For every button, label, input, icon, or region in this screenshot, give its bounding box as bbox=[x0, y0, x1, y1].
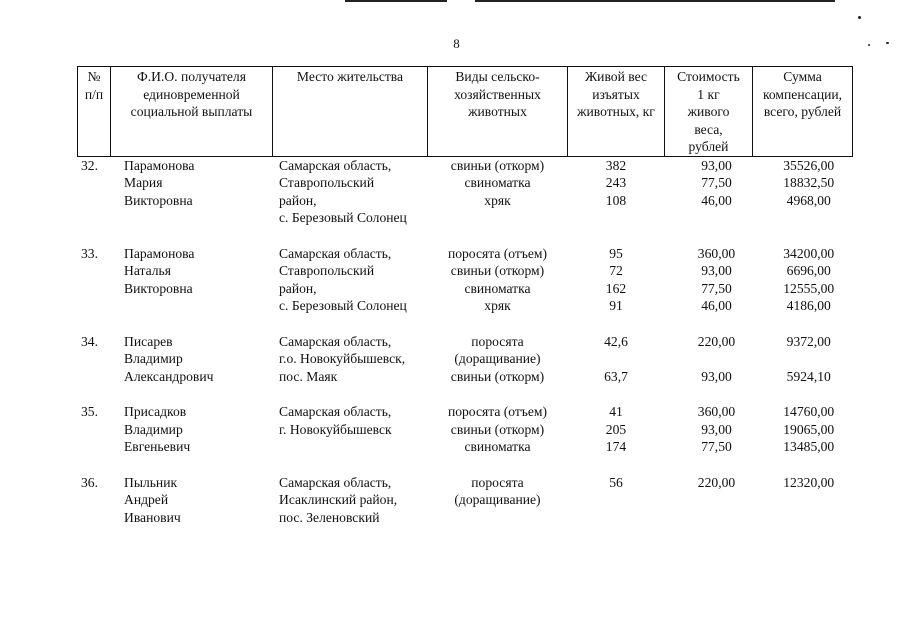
residence: Самарская область, г. Новокуйбышевск bbox=[279, 404, 392, 437]
page-number: 8 bbox=[453, 36, 460, 51]
top-border-gap bbox=[447, 0, 475, 3]
table-row bbox=[78, 156, 853, 245]
compensation-sums: 12320,00 bbox=[783, 474, 835, 490]
recipient-name: Пыльник Андрей Иванович bbox=[124, 474, 181, 525]
header-cell-live-weight: Живой вес изъятых животных, кг bbox=[568, 67, 665, 157]
animal-types: поросята (доращивание) свиньи (откорм) bbox=[450, 333, 545, 384]
header-cell-number: № п/п bbox=[78, 67, 111, 157]
residence: Самарская область, Ставропольский район, с. Березовый Солонец bbox=[279, 245, 407, 313]
header-cell-price-per-kg: Стоимость 1 кг живого веса, рублей bbox=[665, 67, 753, 157]
prices-per-kg: 360,00 93,00 77,50 46,00 bbox=[697, 245, 736, 313]
animal-types: свиньи (откорм) свиноматка хряк bbox=[450, 157, 545, 208]
recipient-name: Парамонова Мария Викторовна bbox=[124, 157, 195, 208]
prices-per-kg: 93,00 77,50 46,00 bbox=[701, 157, 732, 208]
live-weights: 41 205 174 bbox=[605, 404, 627, 454]
live-weights: 56 bbox=[609, 474, 623, 490]
prices-per-kg: 220,00 bbox=[697, 474, 736, 490]
top-border-line bbox=[345, 0, 835, 2]
table-row bbox=[78, 245, 853, 333]
header-cell-residence: Место жительства bbox=[273, 67, 428, 157]
table-row bbox=[78, 474, 853, 545]
row-number: 35. bbox=[81, 404, 98, 419]
recipient-name: Присадков Владимир Евгеньевич bbox=[124, 404, 191, 454]
header-cell-compensation-total: Сумма компенсации, всего, рублей bbox=[753, 67, 853, 157]
residence: Самарская область, Исаклинский район, пос. Зеленовский bbox=[279, 474, 398, 525]
table-row bbox=[78, 333, 853, 404]
row-number: 33. bbox=[81, 245, 98, 261]
compensation-sums: 9372,00 5924,10 bbox=[786, 333, 831, 384]
compensation-sums: 14760,00 19065,00 13485,00 bbox=[783, 404, 835, 454]
recipient-name: Парамонова Наталья Викторовна bbox=[124, 245, 195, 296]
residence: Самарская область, Ставропольский район, с. Березовый Солонец bbox=[279, 157, 407, 225]
prices-per-kg: 360,00 93,00 77,50 bbox=[697, 404, 736, 454]
animal-types: поросята (отъем) свиньи (откорм) свиноматка bbox=[447, 404, 548, 454]
header-cell-recipient: Ф.И.О. получателя единовременной социальной выплаты bbox=[111, 67, 273, 157]
compensation-sums: 34200,00 6696,00 12555,00 4186,00 bbox=[783, 245, 835, 313]
header-cell-animal-type: Виды сельско- хозяйственных животных bbox=[428, 67, 568, 157]
live-weights: 42,6 63,7 bbox=[604, 333, 628, 384]
prices-per-kg: 220,00 93,00 bbox=[697, 333, 736, 384]
row-number: 34. bbox=[81, 333, 98, 349]
row-number: 36. bbox=[81, 474, 98, 490]
live-weights: 382 243 108 bbox=[605, 157, 627, 208]
recipient-name: Писарев Владимир Александрович bbox=[124, 333, 214, 384]
animal-types: поросята (доращивание) bbox=[454, 474, 541, 507]
table-row bbox=[78, 403, 853, 474]
live-weights: 95 72 162 91 bbox=[605, 245, 627, 313]
residence: Самарская область, г.о. Новокуйбышевск, пос. Маяк bbox=[279, 333, 406, 384]
table-header-row bbox=[78, 67, 853, 157]
scan-speck bbox=[858, 16, 861, 19]
compensation-table bbox=[77, 66, 853, 544]
row-number: 32. bbox=[81, 157, 98, 173]
animal-types: поросята (отъем) свиньи (откорм) свиноматка хряк bbox=[447, 245, 548, 313]
compensation-sums: 35526,00 18832,50 4968,00 bbox=[783, 157, 835, 208]
